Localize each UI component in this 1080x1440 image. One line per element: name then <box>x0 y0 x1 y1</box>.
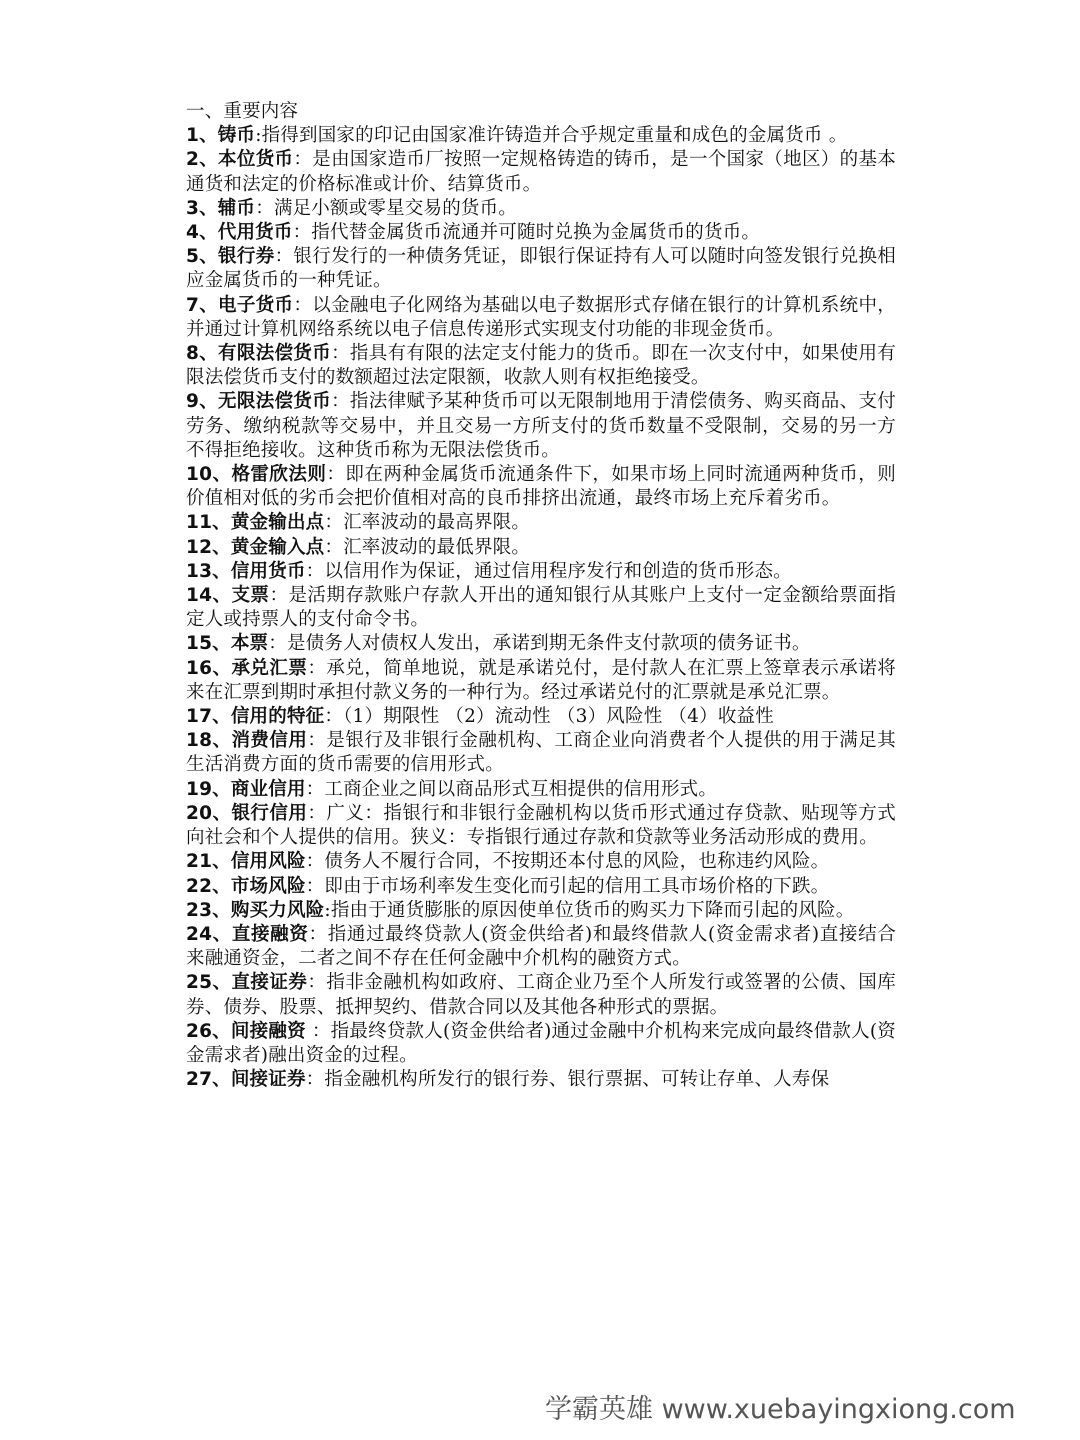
entry-list <box>186 124 896 1092</box>
entry-definition: 汇率波动的最低界限。 <box>343 536 531 558</box>
entry-separator: ： <box>307 657 327 679</box>
entry-term: 辅币 <box>217 197 256 219</box>
entry-number: 4、 <box>186 222 218 244</box>
entry-separator: ： <box>255 197 274 219</box>
definition-entry <box>186 923 896 971</box>
entry-definition: 指通过最终贷款人(资金供给者)和最终借款人(资金需求者)直接结合来融通资金，二者之间不存在任何金融中介机构的融资方式。 <box>186 923 896 970</box>
definition-entry <box>186 971 896 1019</box>
entry-separator: ： <box>305 851 325 873</box>
entry-separator: ： <box>305 778 325 800</box>
entry-number: 20、 <box>186 802 232 824</box>
definition-entry <box>186 124 896 148</box>
entry-term: 消费信用 <box>231 730 308 752</box>
site-watermark: 学霸英雄 www.xuebayingxiong.com <box>545 1394 1016 1425</box>
entry-number: 21、 <box>186 851 231 873</box>
definition-entry <box>186 197 896 221</box>
definition-entry <box>186 899 896 923</box>
entry-term: 商业信用 <box>230 778 306 800</box>
entry-number: 23、 <box>186 899 231 921</box>
definition-entry <box>186 511 896 535</box>
entry-number: 3、 <box>186 197 218 219</box>
entry-term: 市场风险 <box>230 875 306 897</box>
entry-term: 直接融资 <box>231 923 309 945</box>
definition-entry <box>186 221 896 245</box>
entry-term: 信用货币 <box>230 560 306 582</box>
entry-number: 18、 <box>186 730 232 752</box>
entry-definition: 以信用作为保证，通过信用程序发行和创造的货币形态。 <box>324 560 792 582</box>
entry-term: 信用风险 <box>230 851 306 873</box>
entry-definition: 是活期存款账户存款人开出的通知银行从其账户上支付一定金额给票面指定人或持票人的支付命令书。 <box>186 585 896 631</box>
entry-number: 26、 <box>186 1020 231 1042</box>
entry-definition: 债务人不履行合同，不按期还本付息的风险，也称违约风险。 <box>324 851 830 873</box>
entry-number: 13、 <box>186 560 231 582</box>
entry-separator: ： <box>324 512 344 534</box>
entry-number: 24、 <box>186 923 232 945</box>
entry-separator: ： <box>305 1020 331 1042</box>
entry-number: 7、 <box>186 294 219 316</box>
entry-number: 17、 <box>186 706 231 728</box>
entry-number: 2、 <box>186 149 219 171</box>
entry-term: 格雷欣法则 <box>231 464 327 486</box>
entry-number: 14、 <box>186 585 232 607</box>
entry-number: 9、 <box>186 391 219 413</box>
definition-entry <box>186 245 896 293</box>
entry-term: 有限法偿货币 <box>218 343 332 365</box>
entry-number: 12、 <box>186 536 231 558</box>
definition-entry <box>186 778 896 802</box>
entry-term: 本票 <box>230 633 269 655</box>
entry-term: 黄金输出点 <box>230 512 325 534</box>
definition-entry <box>186 1068 896 1092</box>
entry-separator: ： <box>305 1069 325 1091</box>
entry-number: 16、 <box>186 657 232 679</box>
definition-entry <box>186 632 896 656</box>
section-title: 一、重要内容 <box>186 101 299 122</box>
entry-definition: 指金融机构所发行的银行券、银行票据、可转让存单、人寿保 <box>324 1069 830 1091</box>
entry-term: 支票 <box>231 585 270 607</box>
entry-number: 1、 <box>186 125 218 147</box>
entry-term: 电子货币 <box>218 294 294 316</box>
entry-separator: ： <box>274 246 294 268</box>
entry-number: 19、 <box>186 778 231 800</box>
entry-term: 承兑汇票 <box>231 657 308 679</box>
entry-number: 25、 <box>186 972 232 994</box>
entry-definition: 以金融电子化网络为基础以电子数据形式存储在银行的计算机系统中，并通过计算机网络系统以电子信息传递形式实现支付功能的非现金货币。 <box>186 294 896 340</box>
entry-term: 购买力风险 <box>230 899 325 921</box>
entry-number: 8、 <box>186 343 219 365</box>
document-body <box>186 100 896 1092</box>
definition-entry <box>186 294 896 342</box>
entry-separator: ： <box>324 536 344 558</box>
definition-entry <box>186 148 896 196</box>
entry-definition: 指最终贷款人(资金供给者)通过金融中介机构来完成向最终借款人(资金需求者)融出资金的过程。 <box>186 1020 896 1066</box>
entry-separator: ： <box>331 391 350 413</box>
definition-entry <box>186 390 896 463</box>
definition-entry <box>186 729 896 777</box>
definition-entry <box>186 463 896 511</box>
entry-separator: ： <box>268 633 287 655</box>
definition-entry <box>186 875 896 899</box>
entry-definition: 满足小额或零星交易的货币。 <box>273 197 517 219</box>
entry-term: 铸币 <box>217 125 256 147</box>
entry-definition: 即由于市场利率发生变化而引起的信用工具市场价格的下跌。 <box>324 875 830 897</box>
definition-entry <box>186 342 896 390</box>
entry-number: 27、 <box>186 1069 231 1091</box>
entry-separator: ： <box>293 149 313 171</box>
entry-separator: ： <box>324 706 344 728</box>
entry-term: 直接证券 <box>231 972 308 994</box>
entry-definition: 指得到国家的印记由国家准许铸造并合乎规定重量和成色的金属货币 。 <box>261 125 848 147</box>
entry-number: 11、 <box>186 512 231 534</box>
entry-definition: 银行发行的一种债务凭证，即银行保证持有人可以随时向签发银行兑换相应金属货币的一种凭证。 <box>186 246 896 292</box>
entry-term: 本位货币 <box>218 149 294 171</box>
entry-separator: ： <box>292 222 312 244</box>
entry-definition: 指由于通货膨胀的原因使单位货币的购买力下降而引起的风险。 <box>330 899 855 921</box>
entry-separator: ： <box>307 802 327 824</box>
entry-separator: ： <box>305 560 325 582</box>
entry-definition: 是债务人对债权人发出，承诺到期无条件支付款项的债务证书。 <box>286 633 811 655</box>
entry-definition: 承兑，简单地说，就是承诺兑付，是付款人在汇票上签章表示承诺将来在汇票到期时承担付款义务的一种行为。经过承诺兑付的汇票就是承兑汇票。 <box>186 657 896 703</box>
entry-term: 银行券 <box>218 246 275 268</box>
definition-entry <box>186 536 896 560</box>
entry-term: 代用货币 <box>217 222 293 244</box>
definition-entry <box>186 802 896 850</box>
entry-definition: 汇率波动的最高界限。 <box>343 512 531 534</box>
entry-number: 5、 <box>186 246 219 268</box>
definition-entry <box>186 850 896 874</box>
entry-definition: （1）期限性 （2）流动性 （3）风险性 （4）收益性 <box>343 706 774 728</box>
entry-separator: : <box>324 899 331 921</box>
entry-definition: 即在两种金属货币流通条件下，如果市场上同时流通两种货币，则价值相对低的劣币会把价值相对高的良币排挤出流通，最终市场上充斥着劣币。 <box>186 464 896 510</box>
entry-separator: ： <box>305 875 325 897</box>
definition-entry <box>186 657 896 705</box>
entry-separator: ： <box>307 730 327 752</box>
entry-definition: 指代替金属货币流通并可随时兑换为金属货币的货币。 <box>311 222 761 244</box>
entry-number: 22、 <box>186 875 231 897</box>
entry-separator: : <box>255 125 262 147</box>
entry-separator: ： <box>326 464 346 486</box>
entry-separator: ： <box>269 585 289 607</box>
entry-term: 信用的特征 <box>230 706 325 728</box>
entry-term: 银行信用 <box>231 802 308 824</box>
entry-term: 黄金输入点 <box>230 536 325 558</box>
definition-entry <box>186 584 896 632</box>
entry-definition: 指非金融机构如政府、工商企业乃至个人所发行或签署的公债、国库券、债券、股票、抵押契约、借款合同以及其他各种形式的票据。 <box>186 972 896 1018</box>
entry-separator: ： <box>331 343 350 365</box>
entry-term: 间接证券 <box>230 1069 306 1091</box>
entry-separator: ： <box>307 972 327 994</box>
definition-entry <box>186 1020 896 1068</box>
entry-separator: ： <box>293 294 313 316</box>
entry-number: 10、 <box>186 464 232 486</box>
entry-term: 间接融资 <box>230 1020 306 1042</box>
entry-separator: ： <box>308 923 328 945</box>
entry-number: 15、 <box>186 633 231 655</box>
entry-definition: 是由国家造币厂按照一定规格铸造的铸币，是一个国家（地区）的基本通货和法定的价格标准或计价、结算货币。 <box>186 149 896 195</box>
entry-definition: 指具有有限的法定支付能力的货币。即在一次支付中，如果使用有限法偿货币支付的数额超过法定限额，收款人则有权拒绝接受。 <box>186 343 896 389</box>
entry-definition: 广义：指银行和非银行金融机构以货币形式通过存贷款、贴现等方式向社会和个人提供的信用。狭义：专指银行通过存款和贷款等业务活动形成的费用。 <box>186 802 896 849</box>
definition-entry <box>186 705 896 729</box>
entry-term: 无限法偿货币 <box>218 391 332 413</box>
definition-entry <box>186 560 896 584</box>
entry-definition: 工商企业之间以商品形式互相提供的信用形式。 <box>324 778 718 800</box>
entry-definition: 指法律赋予某种货币可以无限制地用于清偿债务、购买商品、支付劳务、缴纳税款等交易中，并且交易一方所支付的货币数量不受限制，交易的另一方不得拒绝接收。这种货币称为无限法偿货币。 <box>186 391 896 461</box>
entry-definition: 是银行及非银行金融机构、工商企业向消费者个人提供的用于满足其生活消费方面的货币需要的信用形式。 <box>186 730 896 776</box>
